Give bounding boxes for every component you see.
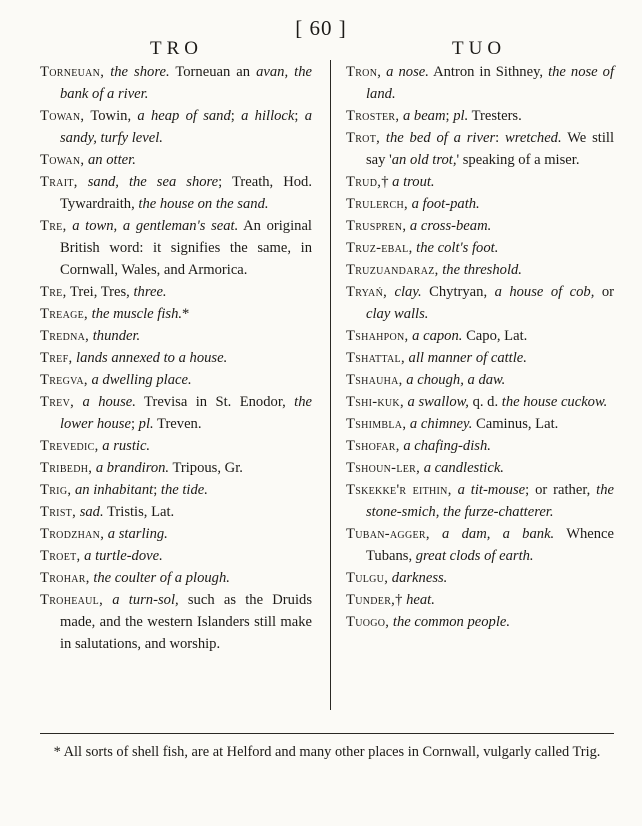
- entry-text: a dam, a bank.: [429, 526, 555, 542]
- entry-text: a cross-beam.: [406, 218, 492, 234]
- headword: Tskekke'r eithin,: [346, 482, 452, 498]
- entry-text: avan, the bank of a river.: [60, 64, 312, 102]
- running-head-left: TRO: [150, 38, 203, 59]
- entry-text: a nose.: [381, 64, 429, 80]
- entry-text: a dwelling place.: [87, 372, 192, 388]
- entry-text: great clods of earth.: [415, 548, 534, 564]
- dictionary-entry: [40, 369, 312, 391]
- entry-text: Towin,: [84, 108, 138, 124]
- dictionary-entry: [40, 435, 312, 457]
- entry-text: a capon.: [408, 328, 463, 344]
- dictionary-entry: [40, 523, 312, 545]
- entry-text: a heap of sand: [137, 108, 231, 124]
- dictionary-entry: [346, 259, 614, 281]
- dictionary-entry: [346, 435, 614, 457]
- entry-text: a rustic.: [98, 438, 151, 454]
- dictionary-entry: [346, 457, 614, 479]
- headword: Trohar,: [40, 570, 90, 586]
- entry-text: clay.: [387, 284, 422, 300]
- dictionary-entry: [346, 391, 614, 413]
- dictionary-entry: [346, 281, 614, 325]
- headword: Tulgu,: [346, 570, 389, 586]
- entry-text: heat.: [406, 592, 435, 608]
- dictionary-entry: [346, 413, 614, 435]
- entry-text: Capo, Lat.: [462, 328, 528, 344]
- dictionary-entry: [40, 589, 312, 655]
- entry-text: the tide.: [160, 482, 208, 498]
- entry-text: lands annexed to a house.: [72, 350, 228, 366]
- dictionary-entry: [346, 347, 614, 369]
- headword: Trud,: [346, 174, 382, 190]
- entry-text: ;: [445, 108, 454, 124]
- footnote-mark: *: [182, 306, 190, 322]
- dictionary-entry: [346, 127, 614, 171]
- dictionary-entry: [40, 215, 312, 281]
- entry-text: the house on the sand.: [138, 196, 269, 212]
- dictionary-entry: [346, 523, 614, 567]
- headword: Trist,: [40, 504, 77, 520]
- headword: Tryań,: [346, 284, 388, 300]
- entry-text: the lower house: [60, 394, 312, 432]
- headword: Tron,: [346, 64, 382, 80]
- dictionary-entry: [346, 171, 614, 193]
- entry-text: Tripous, Gr.: [169, 460, 243, 476]
- page-number: [ 60 ]: [295, 16, 347, 40]
- entry-text: the shore.: [104, 64, 170, 80]
- entry-text: the coulter of a plough.: [89, 570, 230, 586]
- entry-text: ' speaking of a miser.: [456, 152, 580, 168]
- headword: Truz-ebal,: [346, 240, 413, 256]
- footnote-rule: [40, 733, 614, 734]
- dictionary-entry: [40, 457, 312, 479]
- entry-text: a house of cob,: [494, 284, 595, 300]
- running-head-right: TUO: [452, 38, 507, 59]
- entry-text: a chafing-dish.: [399, 438, 491, 454]
- headword: Tre,: [40, 218, 67, 234]
- entry-text: a town, a gentleman's seat.: [66, 218, 239, 234]
- entry-text: such as the Druids made, and the western Islanders still make in salutations, and worship.: [60, 592, 312, 652]
- entry-text: darkness.: [388, 570, 448, 586]
- entry-text: pl.: [453, 108, 469, 124]
- entry-text: a house.: [74, 394, 136, 410]
- headword: Trot,: [346, 130, 381, 146]
- entry-text: a swallow,: [403, 394, 469, 410]
- entry-text: the bed of a river: [380, 130, 496, 146]
- entry-text: pl.: [138, 416, 154, 432]
- entry-text: a turtle-dove.: [80, 548, 163, 564]
- entry-text: or: [594, 284, 614, 300]
- dictionary-entry: [346, 369, 614, 391]
- entry-text: a turn-sol,: [103, 592, 179, 608]
- entry-text: a brandiron.: [92, 460, 170, 476]
- dictionary-entry: [346, 589, 614, 611]
- entry-text: a beam: [399, 108, 446, 124]
- entry-text: sand, the sea shore: [77, 174, 219, 190]
- entry-text: Trevisa in St. Enodor,: [135, 394, 295, 410]
- entry-text: ;: [294, 108, 305, 124]
- entry-text: all manner of cattle.: [404, 350, 527, 366]
- headword: Tshoun-ler,: [346, 460, 421, 476]
- headword: Tref,: [40, 350, 73, 366]
- headword: Trig,: [40, 482, 72, 498]
- entry-text: We still say ': [366, 130, 615, 168]
- dagger-mark: †: [381, 174, 393, 190]
- entry-text: a foot-path.: [407, 196, 480, 212]
- dictionary-entry: [40, 281, 312, 303]
- entry-text: the stone-smich, the furze-chatterer.: [366, 482, 615, 520]
- headword: Tshauha,: [346, 372, 403, 388]
- entry-text: a candlestick.: [420, 460, 504, 476]
- entry-text: ;: [130, 416, 139, 432]
- dictionary-entry: [346, 237, 614, 259]
- headword: Trulerch,: [346, 196, 408, 212]
- entry-text: Caminus, Lat.: [472, 416, 559, 432]
- dictionary-entry: [40, 501, 312, 523]
- dictionary-entry: [346, 105, 614, 127]
- entry-text: q. d.: [468, 394, 502, 410]
- entry-text: an old trot,: [391, 152, 457, 168]
- entry-text: a hillock: [241, 108, 295, 124]
- headword: Troet,: [40, 548, 81, 564]
- dictionary-entry: [40, 105, 312, 149]
- dictionary-entry: [346, 193, 614, 215]
- entry-text: thunder.: [89, 328, 141, 344]
- entry-text: sad.: [76, 504, 104, 520]
- dictionary-entry: [40, 347, 312, 369]
- entry-text: a chough, a daw.: [402, 372, 506, 388]
- entry-text: Tristis, Lat.: [103, 504, 175, 520]
- headword: Tshahpon,: [346, 328, 409, 344]
- dictionary-entry: [346, 61, 614, 105]
- entry-text: the house cuckow.: [501, 394, 608, 410]
- dictionary-entry: [40, 325, 312, 347]
- headword: Tribedh,: [40, 460, 93, 476]
- entry-text: the nose of land.: [366, 64, 615, 102]
- entry-text: wretched.: [505, 130, 562, 146]
- entry-text: Treven.: [153, 416, 202, 432]
- entry-text: ;: [230, 108, 242, 124]
- headword: Trait,: [40, 174, 78, 190]
- headword: Torneuan,: [40, 64, 105, 80]
- dictionary-entry: [40, 61, 312, 105]
- headword: Tredna,: [40, 328, 90, 344]
- entry-text: the colt's foot.: [412, 240, 499, 256]
- dictionary-entry: [346, 611, 614, 633]
- entry-text: a chimney.: [406, 416, 473, 432]
- headword: Trevedic,: [40, 438, 99, 454]
- dagger-mark: †: [395, 592, 407, 608]
- entry-text: Trei, Tres,: [66, 284, 134, 300]
- entry-text: the muscle fish.: [88, 306, 183, 322]
- dictionary-entry: [40, 149, 312, 171]
- entry-text: a trout.: [392, 174, 435, 190]
- dictionary-entry: [40, 545, 312, 567]
- headword: Towan,: [40, 108, 85, 124]
- headword: Tshattal,: [346, 350, 405, 366]
- dictionary-entry: [40, 567, 312, 589]
- entry-text: Antron in Sithney,: [428, 64, 549, 80]
- entry-text: an inhabitant: [71, 482, 154, 498]
- entry-text: ; or rather,: [525, 482, 597, 498]
- headword: Truzuandaraz,: [346, 262, 439, 278]
- entry-text: Tresters.: [468, 108, 522, 124]
- entry-text: :: [495, 130, 506, 146]
- headword: Tre,: [40, 284, 67, 300]
- right-column: [346, 61, 614, 633]
- dictionary-entry: [40, 479, 312, 501]
- entry-text: Torneuan an: [169, 64, 257, 80]
- dictionary-entry: [346, 479, 614, 523]
- entry-text: a starling.: [104, 526, 168, 542]
- headword: Tshimbla,: [346, 416, 407, 432]
- entry-text: a tit-mouse: [451, 482, 526, 498]
- headword: Trodzhan,: [40, 526, 105, 542]
- dictionary-entry: [40, 303, 312, 325]
- headword: Trev,: [40, 394, 75, 410]
- entry-text: clay walls.: [366, 306, 429, 322]
- dictionary-entry: [346, 567, 614, 589]
- headword: Tregva,: [40, 372, 88, 388]
- headword: Tshofar,: [346, 438, 400, 454]
- headword: Troheaul,: [40, 592, 104, 608]
- headword: Truspren,: [346, 218, 407, 234]
- dictionary-entry: [346, 325, 614, 347]
- entry-text: an otter.: [84, 152, 136, 168]
- dictionary-entry: [40, 171, 312, 215]
- headword: Troster,: [346, 108, 400, 124]
- headword: Tshi-kuk,: [346, 394, 404, 410]
- headword: Tuogo,: [346, 614, 390, 630]
- entry-text: Whence Tubans,: [366, 526, 614, 564]
- entry-text: Chytryan,: [421, 284, 495, 300]
- footnote: * All sorts of shell fish, are at Helford and many other places in Cornwall, vulgarly called Trig.: [53, 744, 601, 760]
- dictionary-entry: [346, 215, 614, 237]
- entry-text: ;: [153, 482, 161, 498]
- column-rule: [330, 60, 331, 710]
- entry-text: the threshold.: [438, 262, 522, 278]
- entry-text: An original British word: it signifies the same, in Cornwall, Wales, and Armorica.: [60, 218, 312, 278]
- left-column: [40, 61, 312, 655]
- headword: Towan,: [40, 152, 85, 168]
- entry-text: three.: [133, 284, 167, 300]
- headword: Tunder,: [346, 592, 396, 608]
- dictionary-entry: [40, 391, 312, 435]
- entry-text: the common people.: [389, 614, 511, 630]
- headword: Tuban-agger,: [346, 526, 430, 542]
- entry-text: a sandy, turfy level.: [60, 108, 312, 146]
- entry-text: ; Treath, Hod. Tywardraith,: [60, 174, 312, 212]
- headword: Treage,: [40, 306, 88, 322]
